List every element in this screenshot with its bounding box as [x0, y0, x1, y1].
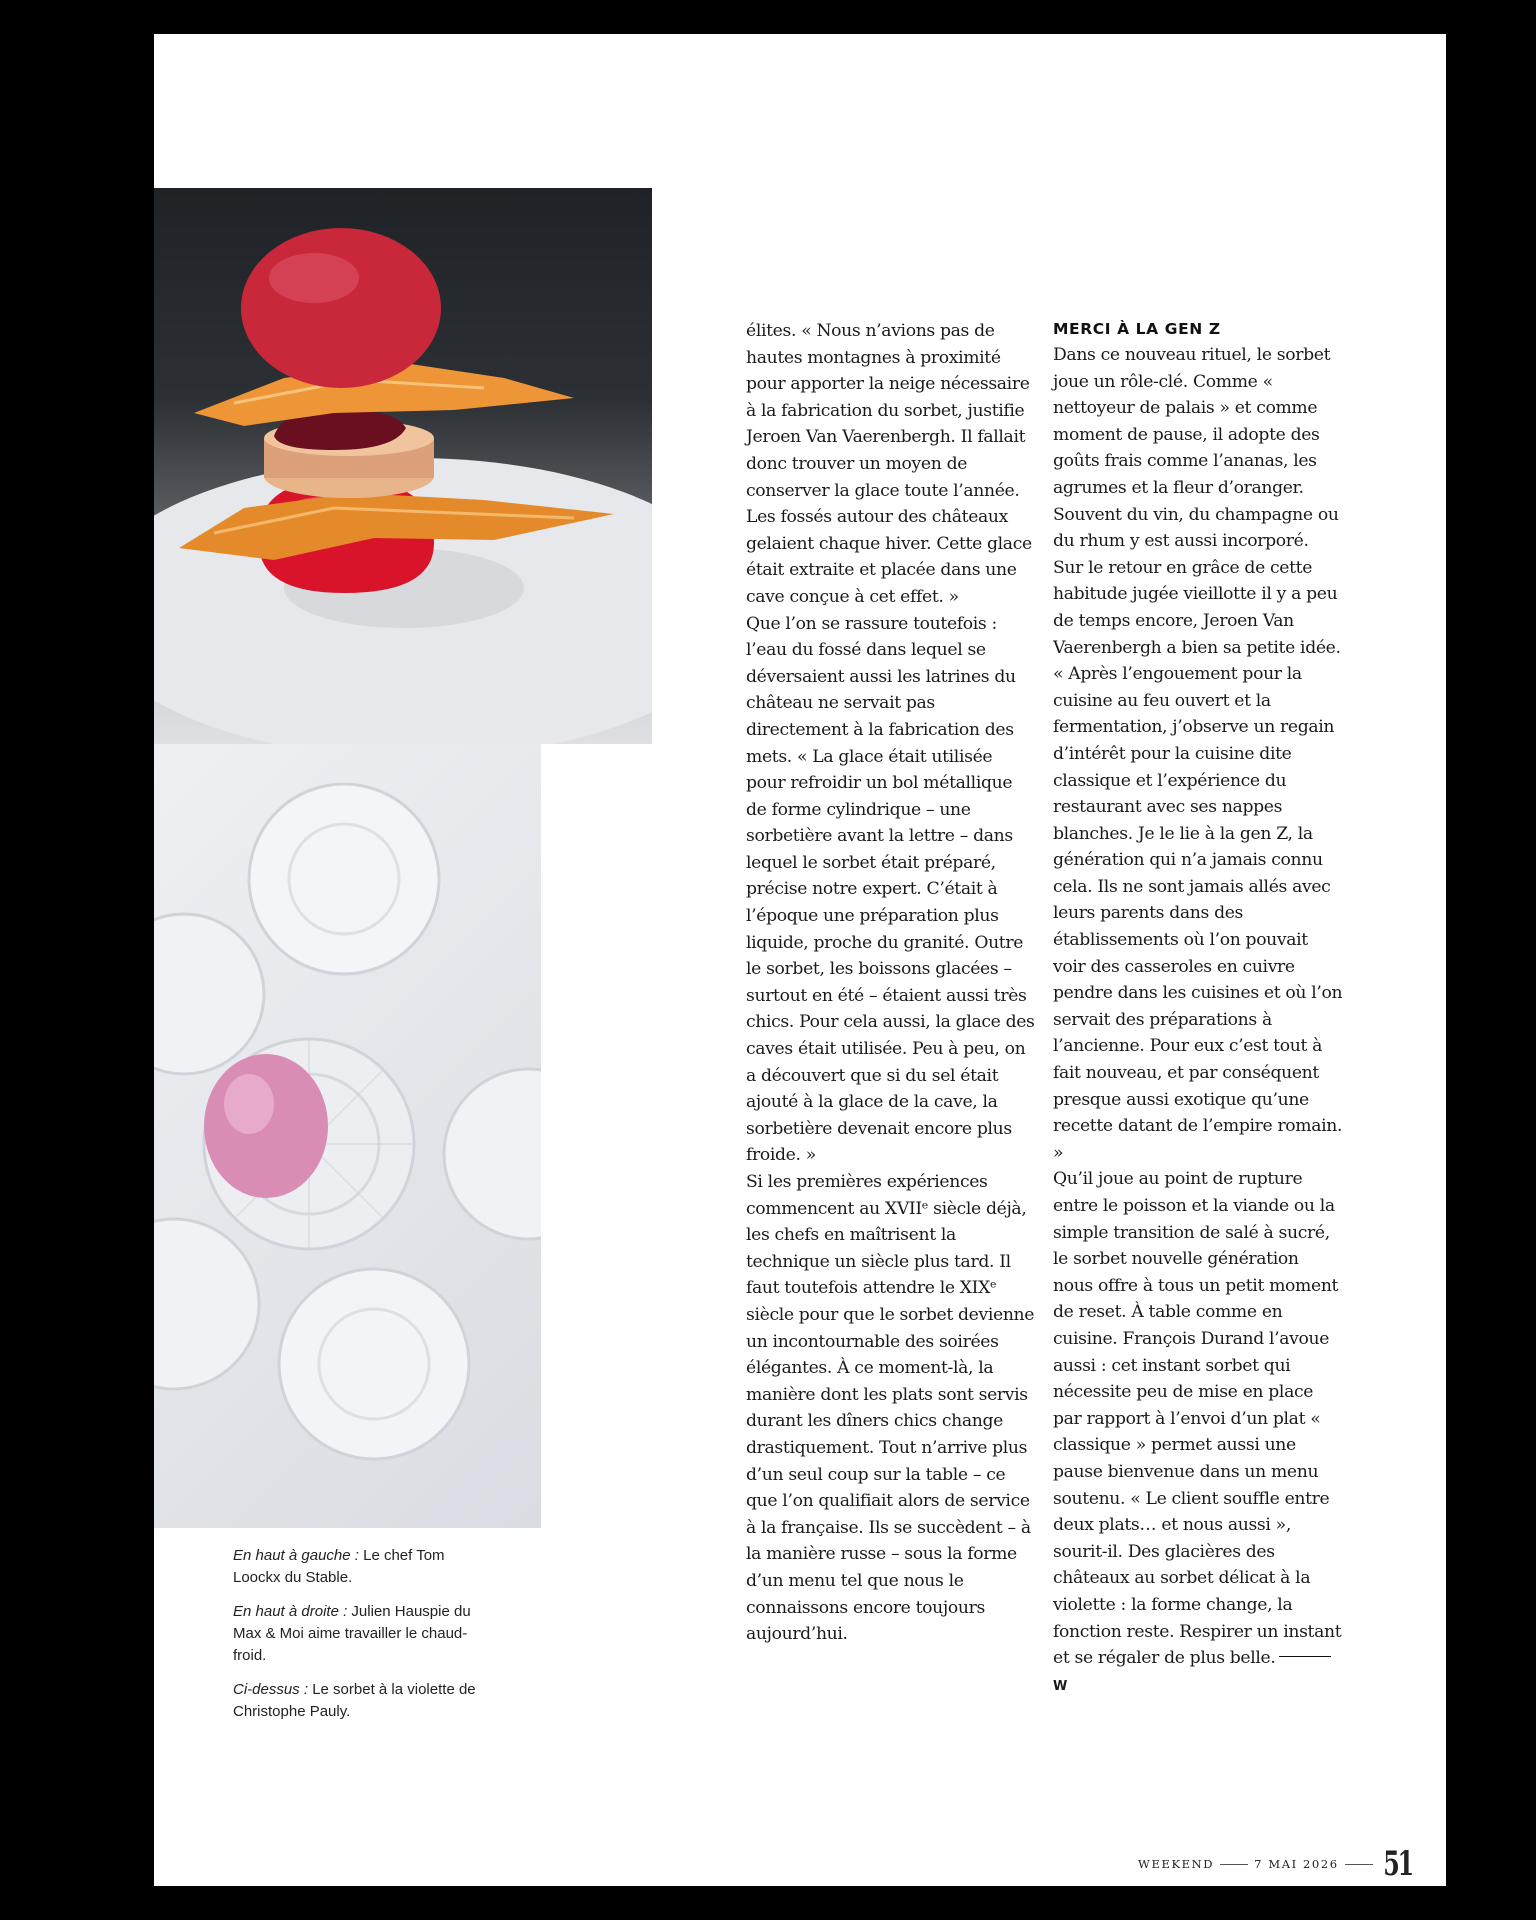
article-column-1	[746, 318, 1036, 1648]
paragraph: Que l’on se rassure toutefois : l’eau du fossé dans lequel se déversaient aussi les latrines du château ne servait pas directement à la fabrication des mets. « La glace était utilisée pour refroidir un bol métallique de forme cylindrique – une sorbetière avant la lettre – dans lequel le sorbet était préparé, précise notre expert. C’était à l’époque une préparation plus liquide, proche du granité. Outre le sorbet, les boissons glacées – surtout en été – étaient aussi très chics. Pour cela aussi, la glace des caves était utilisée. Peu à peu, on a découvert que si du sel était ajouté à la glace de la cave, la sorbetière devenait encore plus froide. »	[746, 613, 1035, 1166]
glass-bowls-image	[154, 744, 541, 1528]
glass-bowl-right	[444, 1069, 541, 1239]
dessert-stack-photo	[154, 188, 652, 744]
section-subhead: MERCI À LA GEN Z	[1053, 320, 1221, 338]
caption-above: Ci-dessus : Le sorbet à la violette de Christophe Pauly.	[233, 1681, 476, 1720]
sorbet-quenelle-shape	[241, 228, 441, 388]
end-sign: W	[1053, 1678, 1067, 1694]
folio-rule	[1220, 1864, 1248, 1865]
paragraph: Dans ce nouveau rituel, le sorbet joue un rôle-clé. Comme « nettoyeur de palais » et comme moment de pause, il adopte des goûts frais comme l’ananas, les agrumes et la fleur d’oranger. Souvent du vin, du champagne ou du rhum y est aussi incorporé. Sur le retour en grâce de cette habitude jugée vieillotte il y a peu de temps encore, Jeroen Van Vaerenbergh a bien sa petite idée. « Après l’engouement pour la cuisine au feu ouvert et la fermentation, j’observe un regain d’intérêt pour la cuisine dite classique et l’expérience du restaurant avec ses nappes blanches. Je le lie à la gen Z, la génération qui n’a jamais connu cela. Ils ne sont jamais allés avec leurs parents dans des établissements où l’on pouvait voir des casseroles en cuivre pendre dans les cuisines et où l’on servait des préparations à l’ancienne. Pour eux c’est tout à fait nouveau, et par conséquent presque aussi exotique qu’une recette datant de l’empire romain. »	[1053, 345, 1343, 1163]
glass-bowl-bottom	[279, 1269, 469, 1459]
caption-top-right: En haut à droite : Julien Hauspie du Max & Moi aime travailler le chaud-froid.	[233, 1603, 471, 1664]
end-rule	[1279, 1656, 1331, 1657]
paragraph: élites. « Nous n’avions pas de hautes montagnes à proximité pour apporter la neige nécessaire à la fabrication du sorbet, justifie Jeroen Van Vaerenbergh. Il fallait donc trouver un moyen de conserver la glace toute l’année. Les fossés autour des châteaux gelaient chaque hiver. Cette glace était extraite et placée dans une cave conçue à cet effet. »	[746, 321, 1032, 607]
glass-bowl-top	[249, 784, 439, 974]
paragraph: Si les premières expériences commencent au XVIIᵉ siècle déjà, les chefs en maîtrisent la technique un siècle plus tard. Il faut toutefois attendre le XIXᵉ siècle pour que le sorbet devienne un incontournable des soirées élégantes. À ce moment-là, la manière dont les plats sont servis durant les dîners chics change drastiquement. Tout n’arrive plus d’un seul coup sur la table – ce que l’on qualifiait alors de service à la française. Ils se succèdent – à la manière russe – sous la forme d’un menu tel que nous le connaissons encore toujours aujourd’hui.	[746, 1172, 1035, 1645]
dessert-stack-image	[154, 188, 652, 744]
page-folio	[1138, 1844, 1418, 1884]
issue-date: 7 MAI 2026	[1254, 1857, 1339, 1871]
glass-bowl-left	[154, 914, 264, 1074]
page-number: 51	[1382, 1844, 1412, 1884]
magazine-page	[154, 34, 1446, 1886]
caption-top-left: En haut à gauche : Le chef Tom Loockx du Stable.	[233, 1547, 445, 1586]
article-column-2	[1053, 318, 1343, 1700]
glass-bowl-lower-left	[154, 1219, 259, 1389]
photo-captions	[233, 1545, 483, 1735]
folio-rule	[1345, 1864, 1373, 1865]
violet-sorbet-shape	[204, 1054, 328, 1198]
paragraph: Qu’il joue au point de rupture entre le poisson et la viande ou la simple transition de salé à sucré, le sorbet nouvelle génération nous offre à tous un petit moment de reset. À table comme en cuisine. François Durand l’avoue aussi : cet instant sorbet qui nécessite peu de mise en place par rapport à l’envoi d’un plat « classique » permet aussi une pause bienvenue dans un menu soutenu. « Le client souffle entre deux plats… et nous aussi », sourit-il. Des glacières des châteaux au sorbet délicat à la violette : la forme change, la fonction reste. Respirer un instant et se régaler de plus belle.W	[1053, 1169, 1342, 1694]
glass-bowls-photo	[154, 744, 541, 1528]
magazine-name: WEEKEND	[1138, 1857, 1215, 1871]
